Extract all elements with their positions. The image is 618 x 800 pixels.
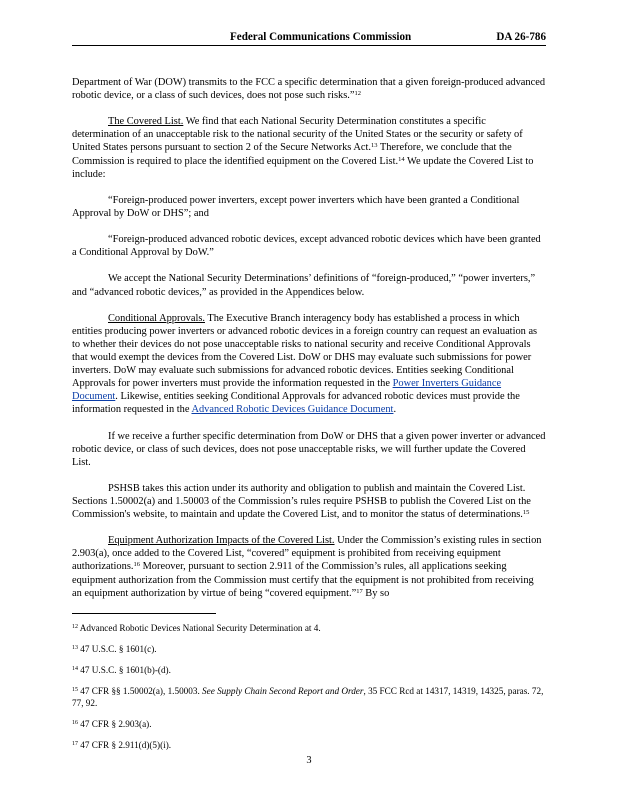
paragraph-pshsb (72, 482, 546, 521)
quote-power-inverters: “Foreign-produced power inverters, except power inverters which have been granted a Conditional Approval by DoW or DHS”; and (72, 194, 520, 219)
footnote-text: Advanced Robotic Devices National Security Determination at 4. (79, 622, 321, 633)
footnote-ref-13[interactable]: 13 (370, 142, 378, 150)
paragraph-text: By so (362, 587, 390, 599)
paragraph-text: The Executive Branch interagency body has established a process in which entities producing power inverters or advanced robotic devices in a foreign country can request an evaluation as to whether their devices do not pose unacceptable risks to national security and receive Conditional Approvals that would exempt the devices from the Covered List. DoW or DHS may evaluate such submissions for power inverters. DoW may evaluate such submissions for advanced robotic devices. Entities seeking Conditional Approvals for power inverters must provide the information requested in the (72, 312, 538, 390)
paragraph-text: PSHSB takes this action under its authority and obligation to publish and maintain the Covered List. Sections 1.50002(a) and 1.50003 of the Commission’s rules require PSHSB to publish the Covered List on the Commission's website, to maintain and update the Covered List, and to monitor the status of determinations. (72, 482, 531, 521)
paragraph-text: Department of War (DOW) transmits to the FCC a specific determination that a given foreign-produced advanced robotic device, or a class of such devices, does not pose such risks.” (72, 77, 546, 102)
footnote-number: 16 (72, 720, 78, 727)
paragraph-text: . Likewise, entities seeking Conditional Approvals for advanced robotic devices must provide the information requested in the (72, 391, 520, 416)
paragraph-text: We update the Covered List to include: (72, 155, 534, 180)
footnote-text: , 35 FCC Rcd at 14317, 14319, 14325, paras. 72, 77, 92. (72, 685, 544, 709)
footnote-ref-17[interactable]: 17 (356, 587, 363, 595)
footnote (72, 739, 546, 751)
footnote-number: 15 (72, 686, 78, 693)
footnote-number: 12 (72, 623, 78, 630)
paragraph-text: Therefore, we conclude that the Commission is required to place the identified equipment on the Covered List. (72, 142, 512, 167)
link-power-inverters-guidance[interactable]: Power Inverters Guidance Document (72, 378, 502, 403)
footnote (72, 622, 546, 634)
header-doc-id: DA 26-786 (496, 31, 546, 43)
footnote (72, 664, 546, 676)
link-robotic-devices-guidance[interactable]: Advanced Robotic Devices Guidance Document (191, 404, 394, 416)
section-heading-equipment-authorization: Equipment Authorization Impacts of the Covered List. (108, 535, 335, 547)
footnote-text: 47 CFR §§ 1.50002(a), 1.50003. (80, 685, 203, 696)
paragraph-covered-list (72, 115, 546, 180)
running-header (72, 31, 546, 46)
paragraph-text: Under the Commission’s existing rules in section 2.903(a), once added to the Covered List, “covered” equipment is prohibited from receiving equipment authorizations. (72, 535, 542, 573)
footnote-citation-italic: See Supply Chain Second Report and Order (202, 685, 364, 696)
footnote-text: 47 U.S.C. § 1601(b)-(d). (80, 664, 171, 675)
document-body (72, 76, 546, 600)
footnote-ref-16[interactable]: 16 (133, 561, 140, 569)
page-number: 3 (306, 755, 312, 766)
footnote-number: 13 (72, 644, 78, 651)
paragraph-conditional-approvals (72, 312, 546, 417)
section-heading-covered-list: The Covered List. (108, 116, 184, 128)
footnote-text: 47 CFR § 2.911(d)(5)(i). (80, 740, 172, 751)
footnote-number: 14 (72, 665, 78, 672)
footnote-divider (72, 613, 216, 614)
footnote-ref-15[interactable]: 15 (522, 509, 530, 517)
paragraph-dow-transmits (72, 76, 546, 102)
footnote (72, 718, 546, 730)
footnote (72, 643, 546, 655)
paragraph-definitions: We accept the National Security Determinations’ definitions of “foreign-produced,” “power inverters,” and “advanced robotic devices,” as provided in the Appendices below. (72, 273, 536, 298)
paragraph-equipment-authorization (72, 534, 546, 599)
footnote (72, 685, 546, 709)
footnotes (72, 622, 546, 751)
paragraph-text: We find that each National Security Determination constitutes a specific determination of an unacceptable risk to the national security of the United States or the security or safety of United States persons pursuant to section 2 of the Secure Networks Act. (72, 116, 523, 154)
footnote-number: 17 (72, 741, 78, 748)
paragraph-text: Moreover, pursuant to section 2.911 of the Commission’s rules, all applications seeking equipment authorization from the Commission must certify that the equipment is not prohibited from receiving an equipment authorization by virtue of being “covered equipment.” (72, 561, 534, 599)
footnote-text: 47 U.S.C. § 1601(c). (80, 643, 157, 654)
footnote-ref-12[interactable]: 12 (354, 90, 361, 98)
header-agency: Federal Communications Commission (230, 31, 412, 43)
paragraph-further-determination: If we receive a further specific determination from DoW or DHS that a given power inverter or advanced robotic device, or class of such devices, does not pose unacceptable risks, we will further update the Covered List. (72, 430, 546, 468)
quote-robotic-devices: “Foreign-produced advanced robotic devices, except advanced robotic devices which have been granted a Conditional Approval by DoW.” (72, 234, 541, 259)
paragraph-text: . (393, 404, 397, 416)
footnote-text: 47 CFR § 2.903(a). (80, 719, 152, 730)
document-page (72, 31, 546, 760)
footnote-ref-14[interactable]: 14 (398, 155, 405, 163)
section-heading-conditional-approvals: Conditional Approvals. (108, 312, 205, 324)
